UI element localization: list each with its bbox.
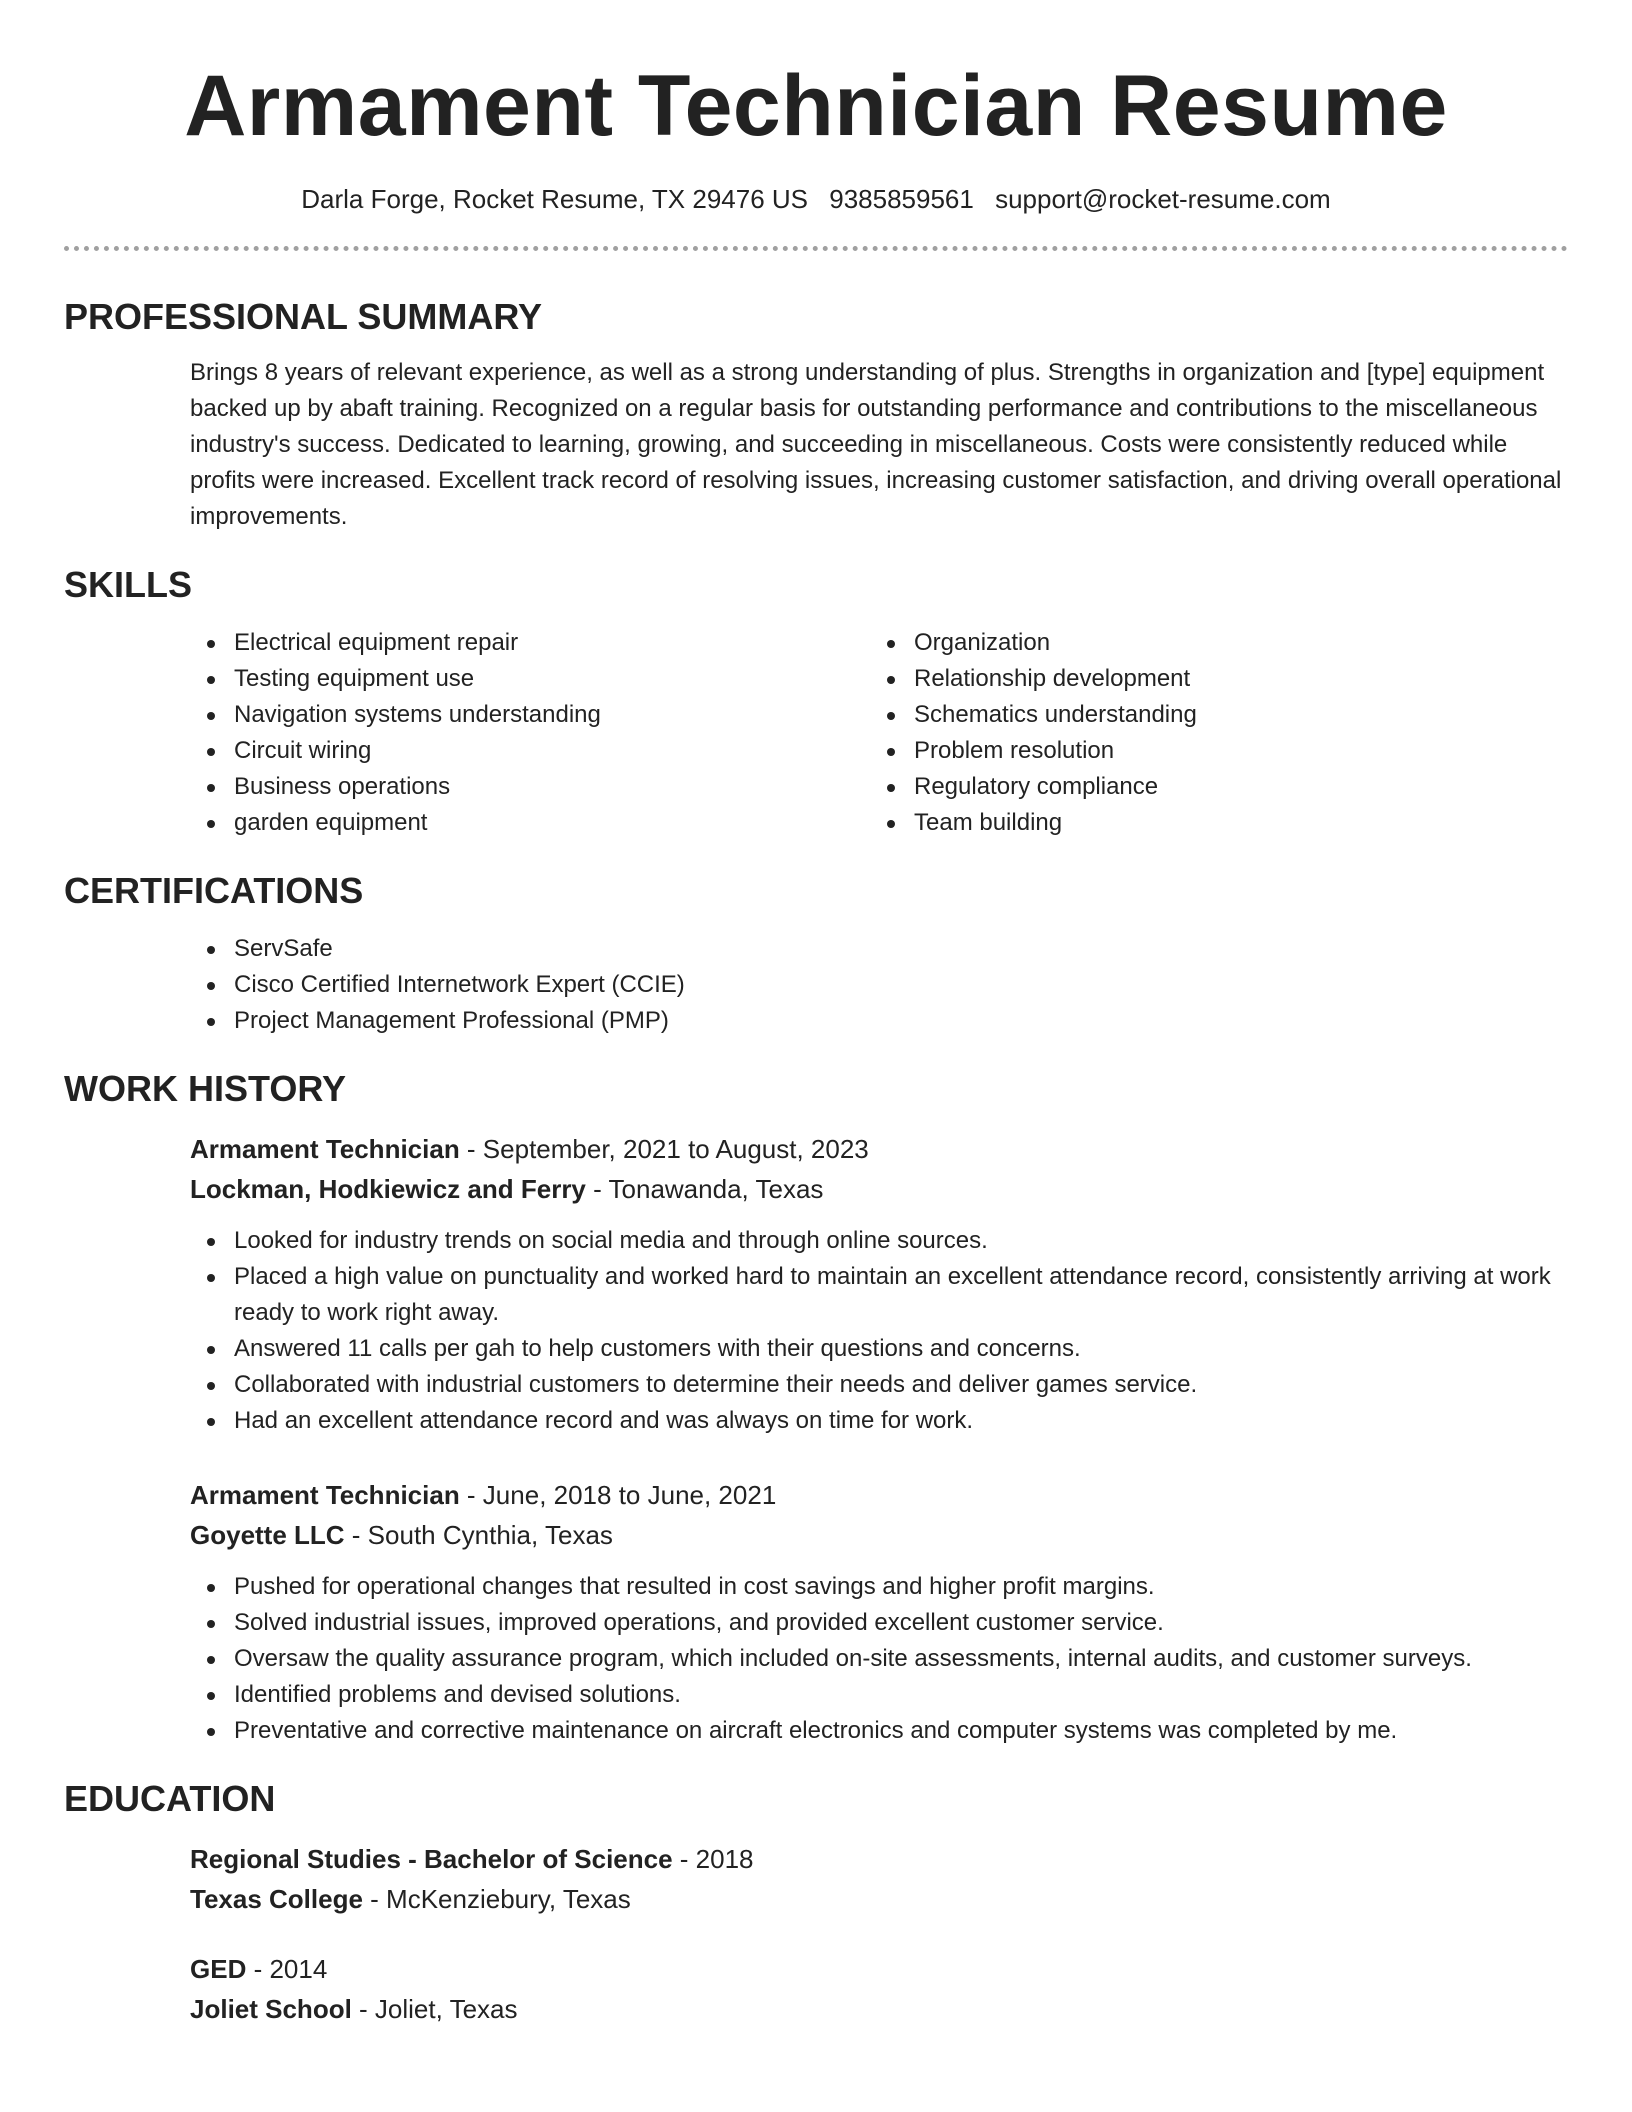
- job-bullets: [190, 1223, 1568, 1439]
- job-bullet: Answered 11 calls per gah to help customers with their questions and concerns.: [190, 1331, 1568, 1367]
- contact-line: [64, 182, 1568, 216]
- job-bullet: Pushed for operational changes that resulted in cost savings and higher profit margins.: [190, 1569, 1568, 1605]
- contact-phone: 9385859561: [829, 184, 974, 214]
- skill-item: Problem resolution: [870, 733, 1550, 769]
- job-title-line: [190, 1475, 1568, 1515]
- education-school: Joliet School: [190, 1994, 352, 2024]
- education-entry: [190, 1949, 1568, 2029]
- section-work-history: [64, 1067, 1568, 1749]
- section-heading: EDUCATION: [64, 1778, 276, 1819]
- skill-item: Regulatory compliance: [870, 769, 1550, 805]
- skill-item: garden equipment: [190, 805, 870, 841]
- certification-item: ServSafe: [190, 931, 1568, 967]
- job-location: - Tonawanda, Texas: [585, 1174, 824, 1204]
- job-dates: - June, 2018 to June, 2021: [459, 1480, 777, 1510]
- section-heading: WORK HISTORY: [64, 1068, 347, 1109]
- skills-list-left: [190, 625, 870, 841]
- skill-item: Organization: [870, 625, 1550, 661]
- job-bullet: Placed a high value on punctuality and worked hard to maintain an excellent attendance record, consistently arriving at work ready to work right away.: [190, 1259, 1568, 1331]
- education-school: Texas College: [190, 1884, 363, 1914]
- education-year: - 2018: [672, 1844, 754, 1874]
- contact-email: support@rocket-resume.com: [995, 184, 1331, 214]
- job-entry: [190, 1129, 1568, 1439]
- skill-item: Team building: [870, 805, 1550, 841]
- job-title: Armament Technician: [190, 1134, 460, 1164]
- header-divider: [64, 246, 1568, 251]
- job-company: Goyette LLC: [190, 1520, 345, 1550]
- education-degree-line: [190, 1839, 1568, 1879]
- skill-item: Relationship development: [870, 661, 1550, 697]
- job-bullet: Collaborated with industrial customers to determine their needs and deliver games service.: [190, 1367, 1568, 1403]
- skill-item: Circuit wiring: [190, 733, 870, 769]
- section-heading: PROFESSIONAL SUMMARY: [64, 296, 543, 337]
- job-title-line: [190, 1129, 1568, 1169]
- education-year: - 2014: [246, 1954, 328, 1984]
- section-heading: SKILLS: [64, 564, 193, 605]
- job-company-line: [190, 1169, 1568, 1209]
- certifications-list: [190, 931, 1568, 1039]
- education-degree: Regional Studies - Bachelor of Science: [190, 1844, 673, 1874]
- skill-item: Navigation systems understanding: [190, 697, 870, 733]
- job-bullets: [190, 1569, 1568, 1749]
- job-title: Armament Technician: [190, 1480, 460, 1510]
- education-degree-line: [190, 1949, 1568, 1989]
- education-location: - McKenziebury, Texas: [362, 1884, 631, 1914]
- skill-item: Schematics understanding: [870, 697, 1550, 733]
- job-company-line: [190, 1515, 1568, 1555]
- job-bullet: Identified problems and devised solutions.: [190, 1677, 1568, 1713]
- skill-item: Testing equipment use: [190, 661, 870, 697]
- skill-item: Electrical equipment repair: [190, 625, 870, 661]
- education-entry: [190, 1839, 1568, 1919]
- certification-item: Cisco Certified Internetwork Expert (CCIE): [190, 967, 1568, 1003]
- job-bullet: Solved industrial issues, improved operations, and provided excellent customer service.: [190, 1605, 1568, 1641]
- resume-page: [64, 0, 1568, 2029]
- skill-item: Business operations: [190, 769, 870, 805]
- resume-title: Armament Technician Resume: [184, 58, 1448, 154]
- job-bullet: Oversaw the quality assurance program, which included on-site assessments, internal audits, and customer surveys.: [190, 1641, 1568, 1677]
- section-professional-summary: [64, 295, 1568, 535]
- section-certifications: [64, 869, 1568, 1039]
- job-entry: [190, 1475, 1568, 1749]
- education-location: - Joliet, Texas: [351, 1994, 518, 2024]
- education-school-line: [190, 1879, 1568, 1919]
- skills-list-right: [870, 625, 1550, 841]
- job-company: Lockman, Hodkiewicz and Ferry: [190, 1174, 586, 1204]
- job-bullet: Preventative and corrective maintenance on aircraft electronics and computer systems was completed by me.: [190, 1713, 1568, 1749]
- contact-address: Darla Forge, Rocket Resume, TX 29476 US: [301, 184, 809, 214]
- section-skills: [64, 563, 1568, 841]
- job-bullet: Had an excellent attendance record and was always on time for work.: [190, 1403, 1568, 1439]
- section-heading: CERTIFICATIONS: [64, 870, 364, 911]
- education-school-line: [190, 1989, 1568, 2029]
- summary-text: Brings 8 years of relevant experience, as well as a strong understanding of plus. Strengths in organization and [type] equipment backed up by abaft training. Recognized on a regular basis for outstanding performance and contributions to the miscellaneous industry's success. Dedicated to learning, growing, and succeeding in miscellaneous. Costs were consistently reduced while profits were increased. Excellent track record of resolving issues, increasing customer satisfaction, and driving overall operational improvements.: [190, 359, 1562, 530]
- job-location: - South Cynthia, Texas: [344, 1520, 613, 1550]
- job-dates: - September, 2021 to August, 2023: [459, 1134, 869, 1164]
- section-education: [64, 1777, 1568, 2029]
- certification-item: Project Management Professional (PMP): [190, 1003, 1568, 1039]
- job-bullet: Looked for industry trends on social media and through online sources.: [190, 1223, 1568, 1259]
- education-degree: GED: [190, 1954, 247, 1984]
